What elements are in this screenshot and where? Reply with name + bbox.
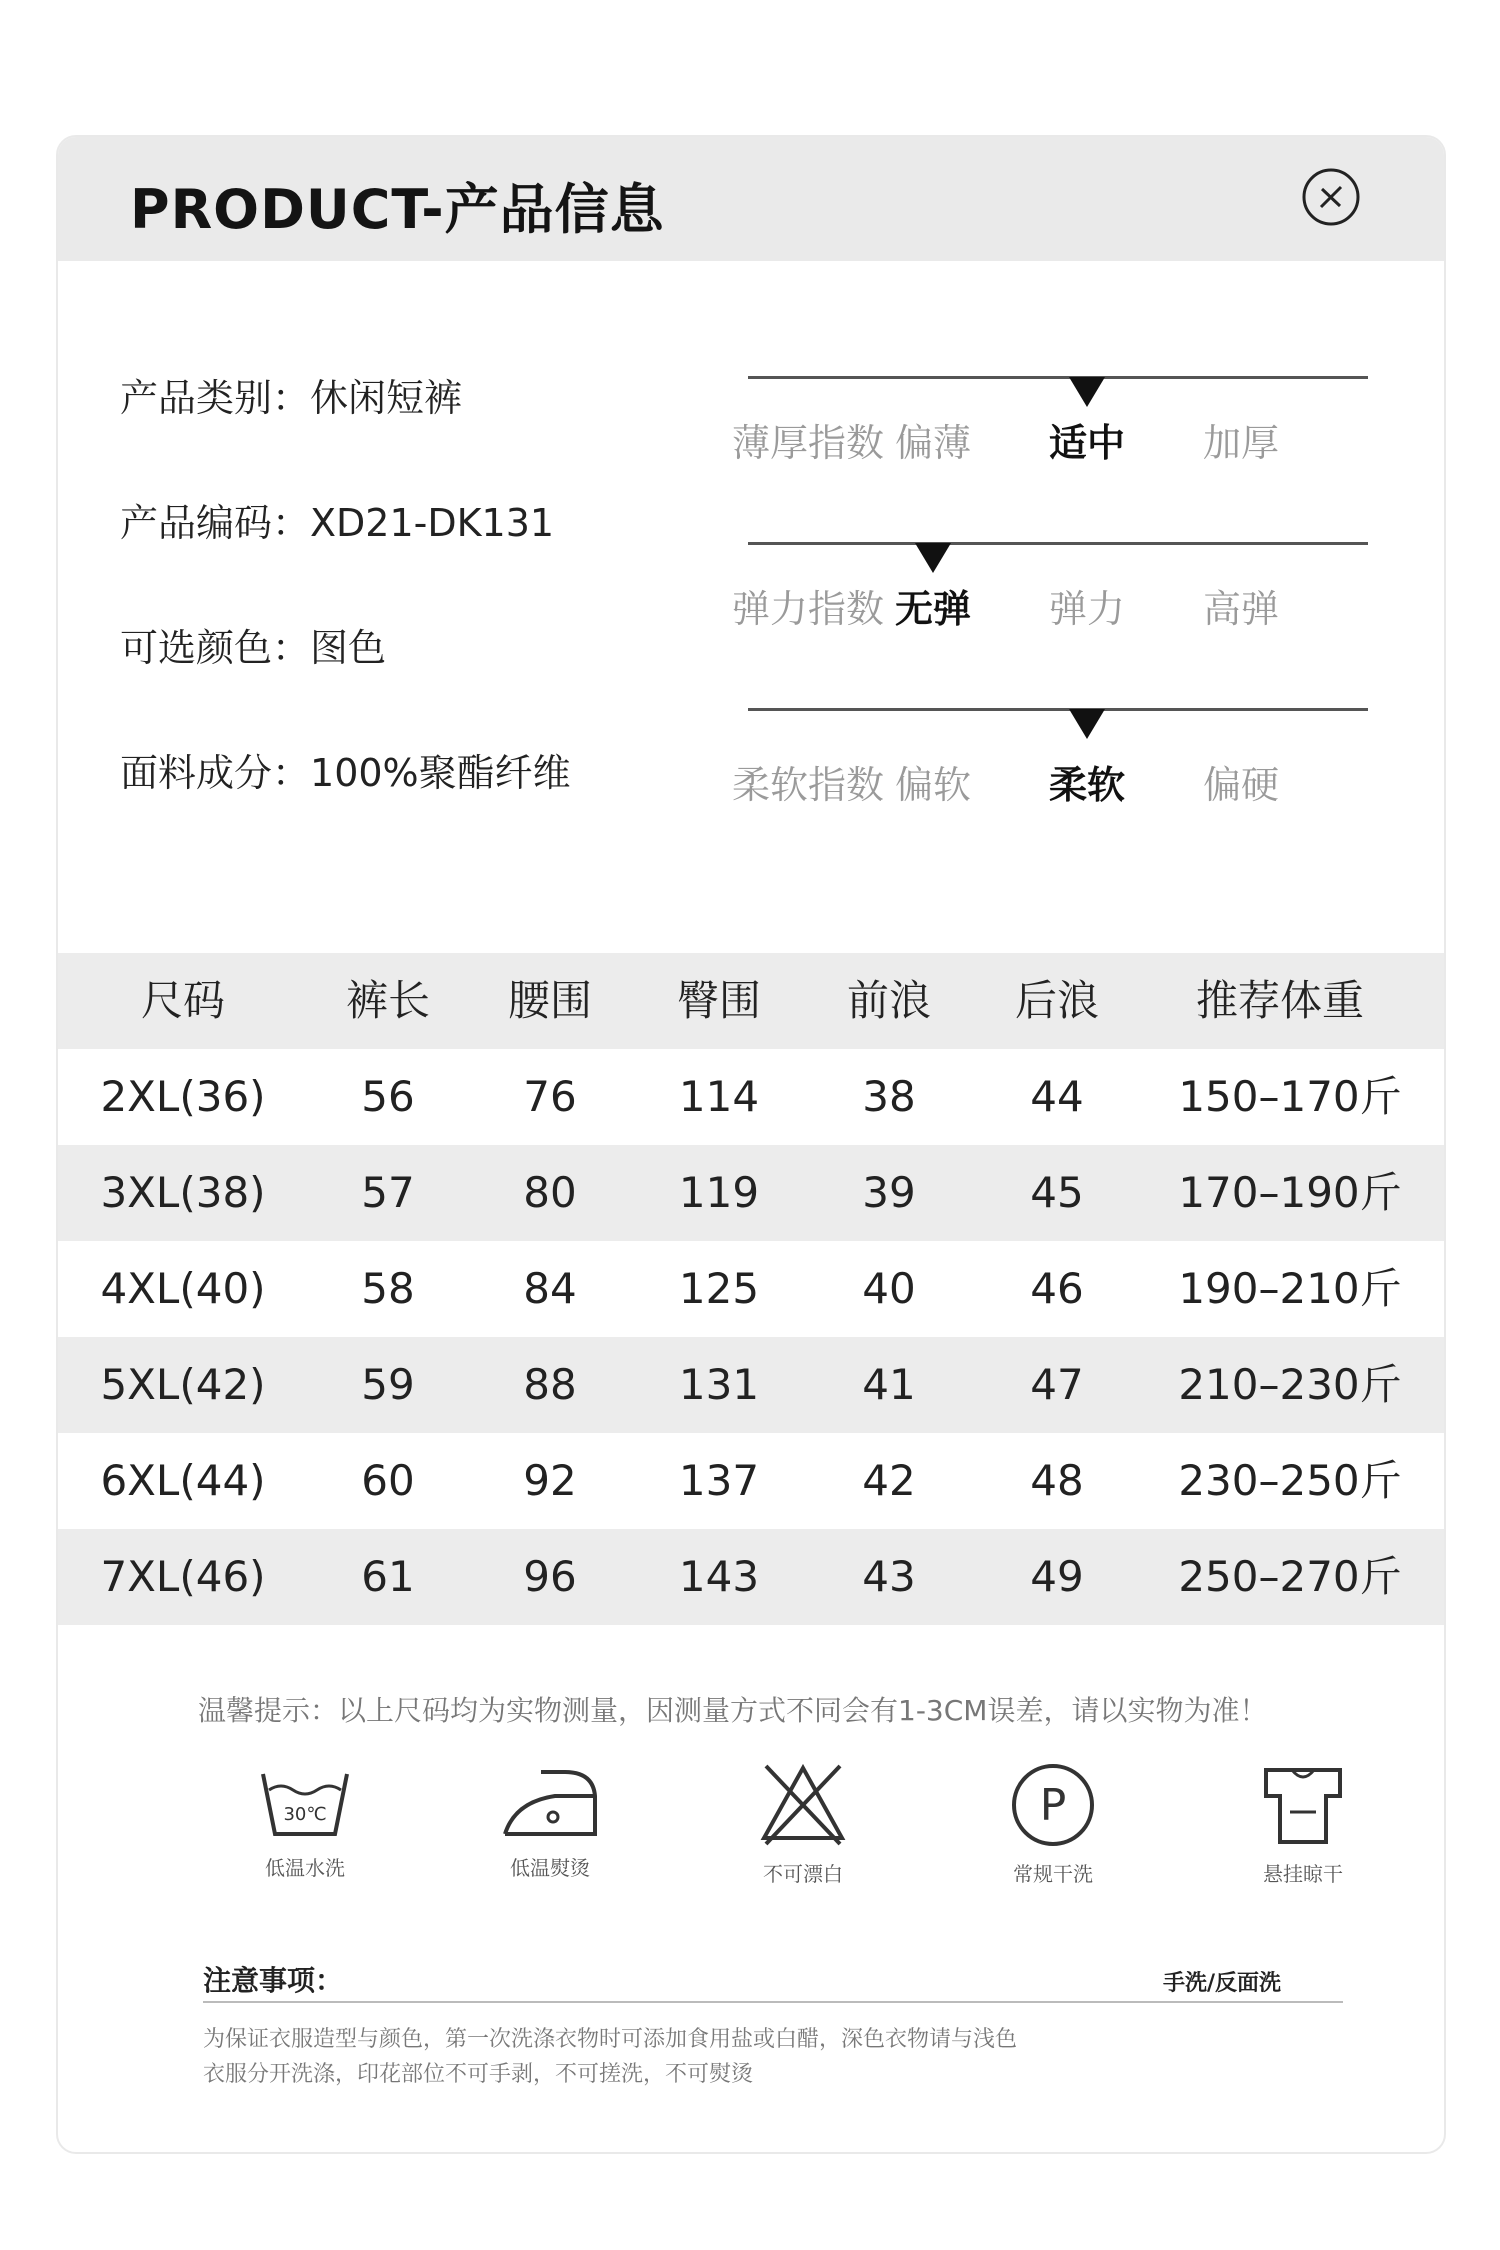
care-label: 不可漂白 bbox=[763, 1862, 843, 1886]
table-cell: 170–190斤 bbox=[1178, 1168, 1402, 1217]
scale-name: 柔软指数 bbox=[731, 763, 884, 807]
table-cell: 4XL(40) bbox=[100, 1264, 266, 1313]
table-cell: 96 bbox=[523, 1552, 577, 1601]
table-cell: 44 bbox=[1030, 1072, 1084, 1121]
table-cell: 88 bbox=[523, 1360, 577, 1409]
wash-method: 手洗/反面洗 bbox=[1163, 1971, 1282, 1996]
care-item-dryclean bbox=[968, 1762, 1138, 1887]
info-label: 产品编码： bbox=[120, 501, 311, 545]
scale-line bbox=[748, 708, 1368, 711]
table-cell: 47 bbox=[1030, 1360, 1084, 1409]
column-header: 腰围 bbox=[507, 976, 592, 1025]
notes-text-line: 衣服分开洗涤，印花部位不可手剥，不可搓洗，不可熨烫 bbox=[203, 2062, 754, 2087]
table-cell: 250–270斤 bbox=[1178, 1552, 1402, 1601]
dry-clean-p-icon bbox=[1010, 1762, 1096, 1848]
scale-option: 弹力 bbox=[1048, 587, 1125, 631]
table-cell: 56 bbox=[361, 1072, 415, 1121]
table-row bbox=[58, 1433, 1444, 1529]
info-value: 休闲短裤 bbox=[310, 376, 463, 420]
scale-option: 偏薄 bbox=[894, 421, 971, 465]
hang-dry-icon bbox=[1258, 1762, 1348, 1848]
table-cell: 7XL(46) bbox=[100, 1552, 266, 1601]
table-cell: 230–250斤 bbox=[1178, 1456, 1402, 1505]
table-cell: 58 bbox=[361, 1264, 415, 1313]
column-header: 推荐体重 bbox=[1195, 976, 1364, 1025]
scale-name: 弹力指数 bbox=[731, 587, 884, 631]
table-cell: 6XL(44) bbox=[100, 1456, 266, 1505]
care-label: 低温水洗 bbox=[265, 1856, 345, 1880]
header-bar bbox=[58, 137, 1444, 261]
table-cell: 41 bbox=[862, 1360, 916, 1409]
table-cell: 43 bbox=[862, 1552, 916, 1601]
table-cell: 57 bbox=[361, 1168, 415, 1217]
table-cell: 48 bbox=[1030, 1456, 1084, 1505]
info-label: 面料成分： bbox=[120, 751, 311, 795]
care-item-wash bbox=[220, 1762, 390, 1881]
table-header-row bbox=[58, 953, 1444, 1049]
table-cell: 42 bbox=[862, 1456, 916, 1505]
table-cell: 210–230斤 bbox=[1178, 1360, 1402, 1409]
table-row bbox=[58, 1145, 1444, 1241]
scale-name: 薄厚指数 bbox=[731, 421, 884, 465]
scale-option: 适中 bbox=[1048, 421, 1125, 465]
column-header: 尺码 bbox=[140, 976, 225, 1025]
notes-divider bbox=[203, 2001, 1343, 2003]
table-cell: 40 bbox=[862, 1264, 916, 1313]
care-item-iron bbox=[465, 1762, 635, 1881]
table-cell: 2XL(36) bbox=[100, 1072, 266, 1121]
table-row bbox=[58, 1529, 1444, 1625]
info-value: 图色 bbox=[310, 626, 387, 670]
table-cell: 84 bbox=[523, 1264, 577, 1313]
close-circle-icon[interactable] bbox=[1301, 167, 1361, 227]
scale-line bbox=[748, 542, 1368, 545]
product-info-card bbox=[56, 135, 1446, 2154]
info-value: 100%聚酯纤维 bbox=[310, 751, 571, 795]
info-label: 可选颜色： bbox=[120, 626, 311, 670]
info-label: 产品类别： bbox=[120, 376, 311, 420]
table-cell: 114 bbox=[678, 1072, 760, 1121]
page-title: PRODUCT-产品信息 bbox=[130, 178, 665, 241]
info-fabric bbox=[120, 742, 571, 797]
care-item-hang bbox=[1218, 1762, 1388, 1887]
scale-marker-icon bbox=[915, 543, 951, 573]
scale-line bbox=[748, 376, 1368, 379]
table-cell: 61 bbox=[361, 1552, 415, 1601]
table-cell: 49 bbox=[1030, 1552, 1084, 1601]
care-item-bleach bbox=[718, 1762, 888, 1887]
table-cell: 119 bbox=[678, 1168, 760, 1217]
care-label: 低温熨烫 bbox=[510, 1856, 590, 1880]
info-category bbox=[120, 367, 462, 422]
notes-title: 注意事项： bbox=[203, 1964, 344, 1997]
info-code bbox=[120, 492, 554, 547]
table-row bbox=[58, 1049, 1444, 1145]
table-cell: 76 bbox=[523, 1072, 577, 1121]
column-header: 前浪 bbox=[846, 976, 931, 1025]
info-value: XD21-DK131 bbox=[310, 501, 555, 545]
scale-option: 无弹 bbox=[894, 587, 971, 631]
table-cell: 3XL(38) bbox=[100, 1168, 266, 1217]
table-cell: 143 bbox=[678, 1552, 760, 1601]
table-cell: 131 bbox=[678, 1360, 760, 1409]
table-cell: 190–210斤 bbox=[1178, 1264, 1402, 1313]
scale-marker-icon bbox=[1069, 709, 1105, 739]
table-cell: 60 bbox=[361, 1456, 415, 1505]
care-label: 悬挂晾干 bbox=[1263, 1862, 1343, 1886]
dryclean-badge: P bbox=[1039, 1780, 1067, 1831]
iron-low-icon bbox=[495, 1762, 605, 1842]
table-cell: 5XL(42) bbox=[100, 1360, 266, 1409]
column-header: 臀围 bbox=[676, 976, 761, 1025]
table-cell: 92 bbox=[523, 1456, 577, 1505]
notes-text-line: 为保证衣服造型与颜色，第一次洗涤衣物时可添加食用盐或白醋，深色衣物请与浅色 bbox=[203, 2027, 1018, 2052]
table-cell: 38 bbox=[862, 1072, 916, 1121]
wash-temp-badge: 30℃ bbox=[283, 1804, 327, 1825]
measurement-tip: 温馨提示：以上尺码均为实物测量，因测量方式不同会有1-3CM误差，请以实物为准！ bbox=[198, 1694, 1268, 1727]
scale-option: 偏软 bbox=[894, 763, 971, 807]
table-cell: 45 bbox=[1030, 1168, 1084, 1217]
table-row bbox=[58, 1337, 1444, 1433]
scale-option: 加厚 bbox=[1202, 421, 1279, 465]
scale-option: 柔软 bbox=[1048, 763, 1125, 807]
table-row bbox=[58, 1241, 1444, 1337]
elasticity-scale bbox=[731, 528, 1368, 638]
thickness-scale bbox=[731, 362, 1368, 472]
wash-30-icon bbox=[255, 1762, 355, 1842]
no-bleach-icon bbox=[758, 1762, 848, 1848]
table-cell: 59 bbox=[361, 1360, 415, 1409]
table-cell: 125 bbox=[678, 1264, 760, 1313]
table-cell: 137 bbox=[678, 1456, 760, 1505]
info-color bbox=[120, 617, 386, 672]
table-cell: 46 bbox=[1030, 1264, 1084, 1313]
column-header: 后浪 bbox=[1014, 976, 1099, 1025]
scale-marker-icon bbox=[1069, 377, 1105, 407]
column-header: 裤长 bbox=[345, 976, 430, 1025]
table-cell: 80 bbox=[523, 1168, 577, 1217]
softness-scale bbox=[731, 694, 1368, 807]
scale-option: 高弹 bbox=[1202, 587, 1279, 631]
care-label: 常规干洗 bbox=[1013, 1862, 1093, 1886]
table-cell: 150–170斤 bbox=[1178, 1072, 1402, 1121]
scale-option: 偏硬 bbox=[1202, 763, 1279, 807]
table-cell: 39 bbox=[862, 1168, 916, 1217]
